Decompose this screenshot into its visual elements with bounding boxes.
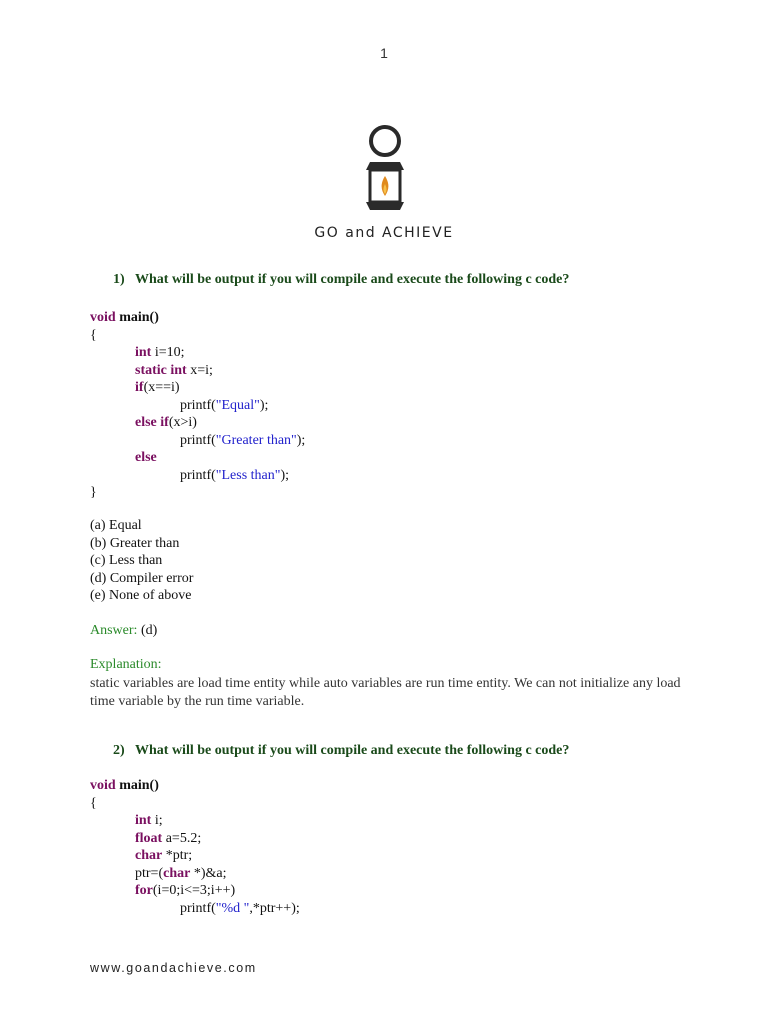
code-keyword: for	[135, 883, 153, 898]
code-text: );	[280, 467, 290, 483]
code-keyword: static int	[135, 362, 187, 378]
footer-url: www.goandachieve.com	[90, 961, 257, 975]
code-text: x=i;	[186, 362, 213, 378]
code-text: );	[296, 432, 306, 448]
code-block-1	[90, 309, 305, 502]
code-text: i;	[151, 813, 163, 828]
code-block-2	[90, 777, 300, 917]
code-text: ptr=(	[135, 865, 164, 881]
code-keyword: int	[135, 813, 152, 828]
code-text: printf(	[180, 900, 216, 916]
code-text: }	[90, 485, 97, 500]
code-keyword: char	[163, 865, 191, 881]
answer-1	[90, 623, 157, 639]
option-item: (d) Compiler error	[90, 570, 194, 586]
code-text: ,*ptr++);	[249, 900, 300, 916]
code-text: main()	[115, 310, 159, 325]
code-keyword: if	[135, 380, 144, 395]
question-1-number: 1)	[113, 272, 125, 287]
code-string: "%d "	[215, 900, 250, 916]
option-item: (e) None of above	[90, 588, 192, 603]
code-text: (x==i)	[143, 380, 180, 395]
code-text: (i=0;i<=3;i++)	[152, 883, 236, 898]
option-item: (a) Equal	[90, 518, 142, 533]
code-keyword: int	[135, 345, 152, 360]
code-text: a=5.2;	[162, 830, 202, 846]
code-keyword: else	[135, 450, 157, 465]
code-text: *)&a;	[190, 865, 227, 881]
question-2-number: 2)	[113, 743, 125, 758]
code-string: "Equal"	[215, 397, 260, 413]
option-item: (c) Less than	[90, 553, 163, 568]
code-string: "Greater than"	[215, 432, 297, 448]
code-keyword: else if	[135, 415, 169, 430]
code-string: "Less than"	[215, 467, 281, 483]
explanation-line: static variables are load time entity while auto variables are run time entity. We can not initialize any load	[90, 676, 681, 691]
brand-name: GO and ACHIEVE	[314, 225, 454, 241]
option-item: (b) Greater than	[90, 535, 180, 551]
code-text: );	[259, 397, 269, 413]
page-number: 1	[380, 45, 388, 61]
code-text: i=10;	[151, 345, 185, 360]
lantern-logo-icon	[360, 122, 410, 217]
code-text: printf(	[180, 467, 216, 483]
options-list-1	[90, 517, 193, 605]
code-text: {	[90, 795, 97, 811]
code-text: {	[90, 327, 97, 343]
question-2-text: What will be output if you will compile and execute the following c code?	[135, 743, 570, 758]
code-keyword: void	[90, 310, 116, 325]
code-keyword: float	[135, 830, 163, 846]
explanation-text	[90, 675, 690, 711]
answer-value: (d)	[137, 623, 158, 638]
code-text: (x>i)	[168, 415, 197, 430]
explanation-label: Explanation:	[90, 657, 162, 672]
code-text: printf(	[180, 432, 216, 448]
code-keyword: char	[135, 848, 163, 863]
explanation-line: time variable by the run time variable.	[90, 694, 305, 709]
code-text: main()	[115, 778, 159, 793]
question-1-text: What will be output if you will compile and execute the following c code?	[135, 272, 570, 287]
code-text: *ptr;	[162, 848, 193, 863]
code-keyword: void	[90, 778, 116, 793]
answer-label: Answer:	[90, 623, 138, 638]
code-text: printf(	[180, 397, 216, 413]
